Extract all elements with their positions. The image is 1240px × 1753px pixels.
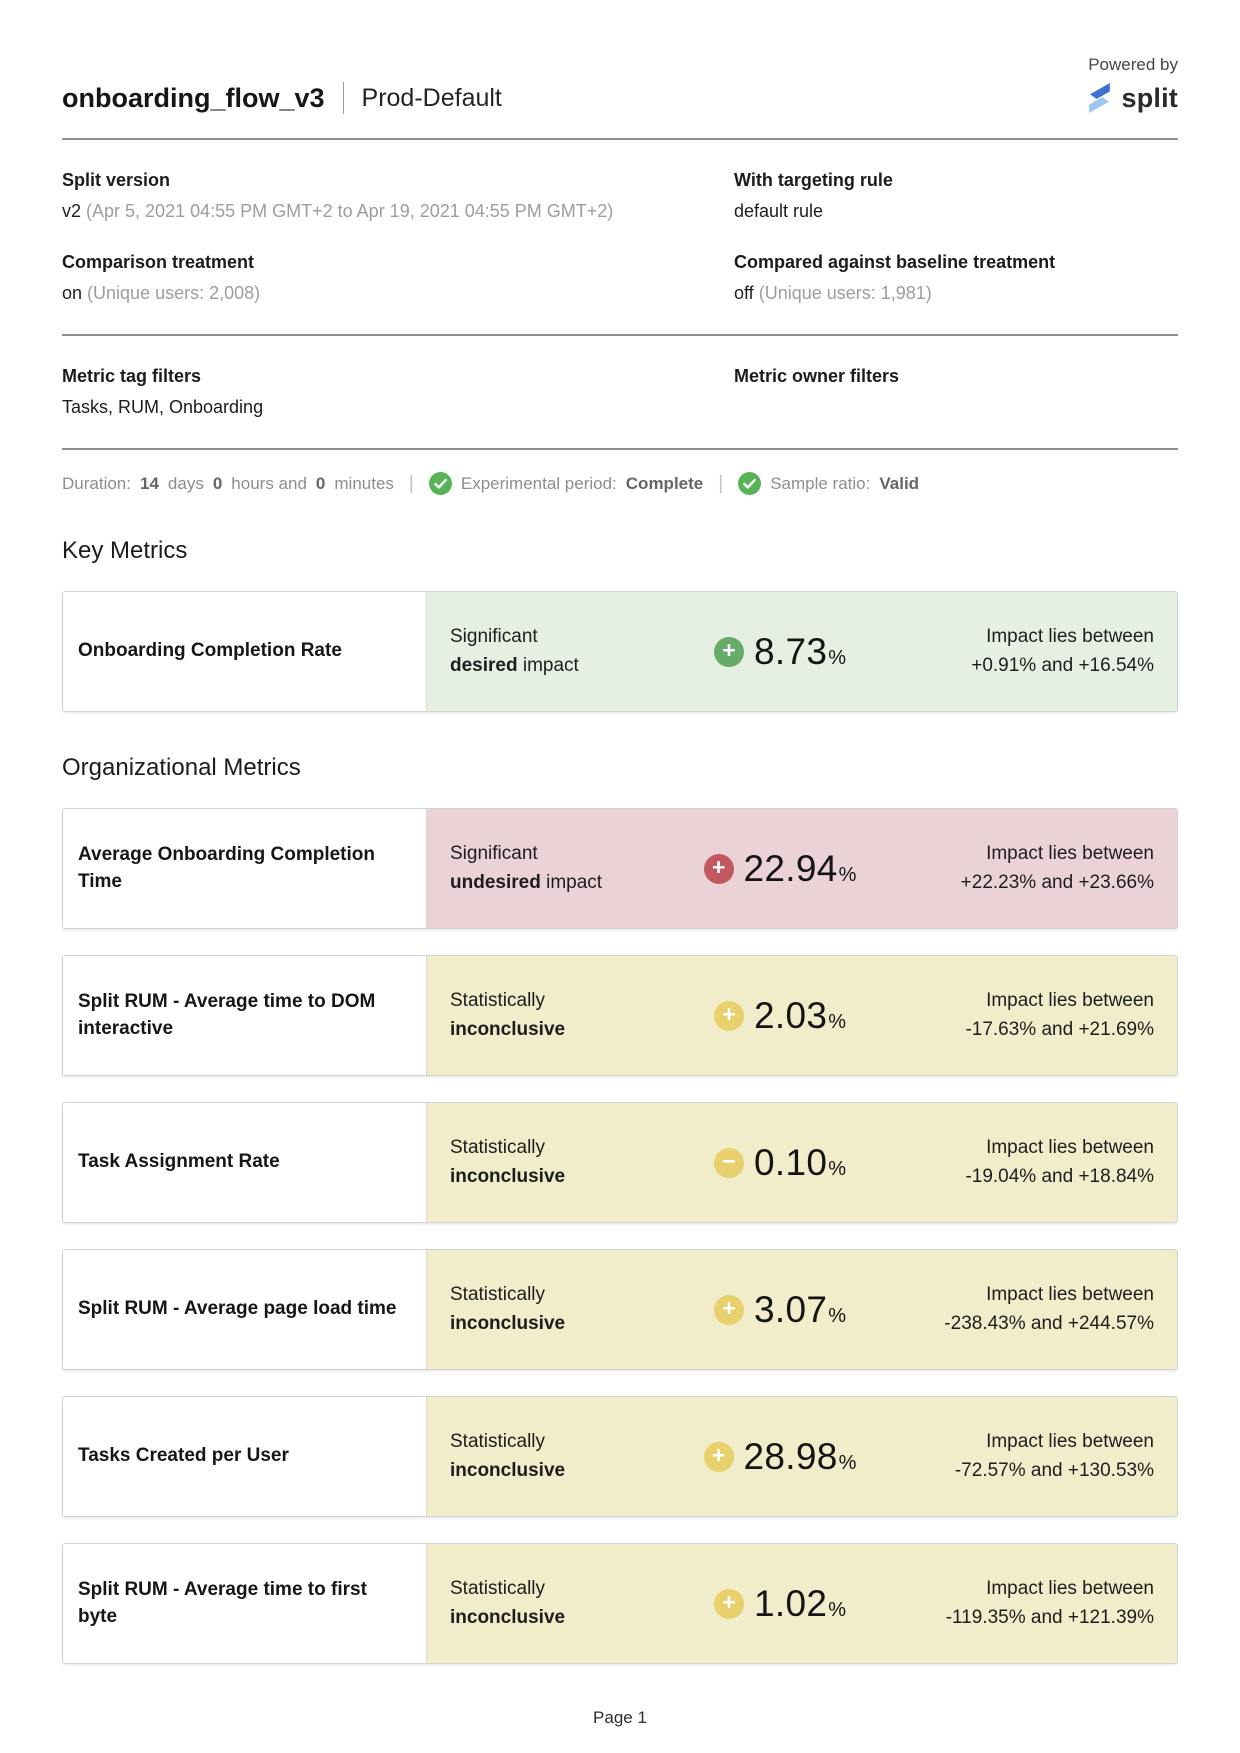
status-line-1: Statistically (450, 1578, 546, 1599)
sample-ratio-value: Valid (879, 473, 920, 493)
meta-block-version-treatment (62, 140, 1178, 336)
impact-range-line-2: -238.43% and +244.57% (944, 1312, 1154, 1334)
meta-label: Comparison treatment (62, 252, 255, 272)
sample-ratio-label: Sample ratio: (770, 473, 871, 493)
metric-card (62, 1102, 1178, 1223)
experiment-status-bar (62, 450, 1178, 495)
plus-icon: + (714, 1001, 744, 1031)
metric-name-cell (63, 1397, 427, 1516)
meta-label: Metric tag filters (62, 366, 202, 386)
metric-significance-status (450, 1428, 668, 1485)
metric-value-wrap (668, 1142, 892, 1184)
metric-significance-status (450, 623, 668, 680)
meta-value (734, 201, 1178, 222)
impact-percent-value: 22.94 (743, 847, 838, 889)
impact-percent-value: 1.02 (753, 1582, 828, 1624)
metric-result-cell (427, 1397, 1177, 1516)
plus-icon: + (704, 854, 734, 884)
meta-value (734, 283, 1178, 304)
status-line-1: Statistically (450, 1137, 546, 1158)
meta-value-muted: (Unique users: 1,981) (758, 283, 932, 303)
brand-box (1085, 55, 1178, 114)
plus-icon: + (714, 1589, 744, 1619)
metric-card (62, 808, 1178, 929)
status-line-2: inconclusive (450, 1018, 566, 1040)
impact-range-line-1: Impact lies between (986, 1284, 1154, 1305)
metric-impact-value (714, 1289, 846, 1331)
percent-sign: % (828, 1157, 846, 1180)
duration-hours-unit: hours and (231, 473, 307, 493)
experimental-period-label: Experimental period: (460, 473, 617, 493)
impact-range-line-2: -119.35% and +121.39% (945, 1606, 1154, 1628)
metric-card (62, 955, 1178, 1076)
report-header (62, 55, 1178, 140)
meta-baseline-treatment (734, 252, 1178, 304)
metric-significance-status (450, 1575, 668, 1632)
metric-card (62, 1396, 1178, 1517)
status-separator: | (718, 472, 724, 494)
powered-by-label: Powered by (1088, 55, 1178, 74)
brand-wordmark: split (1121, 82, 1178, 113)
metric-significance-status (450, 1281, 668, 1338)
impact-percent-value: 8.73 (753, 630, 828, 672)
duration-days-unit: days (167, 473, 204, 493)
metric-value-wrap (668, 1289, 892, 1331)
duration-label: Duration: (62, 473, 131, 493)
impact-range-line-1: Impact lies between (986, 1578, 1154, 1599)
percent-sign: % (828, 646, 846, 669)
status-line-2: inconclusive (450, 1165, 566, 1187)
metric-impact-value (704, 1436, 857, 1478)
key-metrics-list (62, 591, 1178, 712)
metric-name: Task Assignment Rate (78, 1151, 280, 1173)
status-line-1: Statistically (450, 1284, 546, 1305)
impact-range (892, 987, 1154, 1044)
status-separator: | (408, 472, 414, 494)
page-number: Page 1 (593, 1708, 647, 1727)
plus-icon: + (704, 1442, 734, 1472)
metric-impact-value (714, 1583, 846, 1625)
meta-label: Split version (62, 170, 171, 190)
metric-name: Split RUM - Average time to DOM interactive (78, 990, 376, 1039)
metric-result-cell (427, 592, 1177, 711)
metric-value-wrap (668, 1436, 892, 1478)
impact-range (892, 840, 1154, 897)
impact-range-line-2: -17.63% and +21.69% (965, 1018, 1154, 1040)
metric-significance-status (450, 987, 668, 1044)
check-circle-icon (738, 472, 761, 495)
meta-label: Compared against baseline treatment (734, 252, 1056, 272)
duration-minutes: 0 (315, 473, 326, 493)
status-line-1: Statistically (450, 990, 546, 1011)
meta-value-main: Tasks, RUM, Onboarding (62, 397, 264, 417)
impact-range-line-2: -19.04% and +18.84% (965, 1165, 1154, 1187)
meta-label: With targeting rule (734, 170, 893, 190)
meta-value-main: off (734, 283, 754, 303)
meta-value (62, 283, 734, 304)
percent-sign: % (838, 1451, 857, 1474)
impact-range-line-1: Impact lies between (986, 1137, 1154, 1158)
metric-card (62, 591, 1178, 712)
metric-impact-value (714, 995, 846, 1037)
percent-sign: % (828, 1304, 846, 1327)
impact-percent-value: 0.10 (753, 1141, 828, 1183)
status-line-1: Significant (450, 843, 538, 864)
impact-range (892, 1134, 1154, 1191)
metric-card (62, 1249, 1178, 1370)
metric-impact-value (714, 1142, 846, 1184)
duration-days: 14 (139, 473, 159, 493)
plus-icon: + (714, 1295, 744, 1325)
metric-name-cell (63, 1250, 427, 1369)
metric-value-wrap (668, 995, 892, 1037)
metric-name: Split RUM - Average time to first byte (78, 1578, 367, 1627)
organizational-metrics-list (62, 808, 1178, 1664)
meta-comparison-treatment (62, 252, 734, 304)
impact-percent-value: 28.98 (743, 1435, 838, 1477)
status-line-2: desired impact (450, 654, 579, 676)
status-line-2: inconclusive (450, 1459, 566, 1481)
meta-targeting-rule (734, 170, 1178, 222)
impact-range-line-1: Impact lies between (986, 843, 1154, 864)
split-logo-icon (1085, 82, 1114, 114)
metric-name: Onboarding Completion Rate (78, 640, 342, 662)
percent-sign: % (838, 863, 857, 886)
organizational-metrics-heading: Organizational Metrics (62, 754, 301, 781)
meta-value-main: on (62, 283, 83, 303)
impact-range-line-1: Impact lies between (986, 626, 1154, 647)
meta-tag-filters (62, 366, 734, 418)
impact-range (892, 1281, 1154, 1338)
metric-value-wrap (668, 631, 892, 673)
metric-name-cell (63, 956, 427, 1075)
duration-minutes-unit: minutes (334, 473, 394, 493)
impact-range-line-2: -72.57% and +130.53% (954, 1459, 1154, 1481)
check-circle-icon (429, 472, 452, 495)
meta-value (62, 201, 734, 222)
meta-value-muted: (Unique users: 2,008) (87, 283, 261, 303)
metric-name-cell (63, 1103, 427, 1222)
percent-sign: % (828, 1010, 846, 1033)
minus-icon: − (714, 1148, 744, 1178)
title-row (62, 82, 502, 114)
metric-name-cell (63, 809, 427, 928)
metric-result-cell (427, 809, 1177, 928)
status-line-1: Statistically (450, 1431, 546, 1452)
meta-label: Metric owner filters (734, 366, 900, 386)
impact-range (892, 1428, 1154, 1485)
impact-percent-value: 3.07 (753, 1288, 828, 1330)
metric-result-cell (427, 1544, 1177, 1663)
duration-status (62, 474, 394, 494)
status-line-2: inconclusive (450, 1606, 566, 1628)
metric-impact-value (704, 848, 857, 890)
metric-name: Average Onboarding Completion Time (78, 843, 375, 892)
plus-icon: + (714, 637, 744, 667)
page-title: onboarding_flow_v3 (62, 82, 325, 113)
meta-block-filters (62, 336, 1178, 450)
metric-name: Split RUM - Average page load time (78, 1298, 397, 1320)
meta-value-main: v2 (62, 201, 82, 221)
metric-result-cell (427, 1103, 1177, 1222)
metric-result-cell (427, 956, 1177, 1075)
impact-percent-value: 2.03 (753, 994, 828, 1036)
impact-range-line-1: Impact lies between (986, 990, 1154, 1011)
key-metrics-heading: Key Metrics (62, 537, 188, 564)
duration-hours: 0 (212, 473, 223, 493)
metric-card (62, 1543, 1178, 1664)
metric-significance-status (450, 840, 668, 897)
meta-value-muted: (Apr 5, 2021 04:55 PM GMT+2 to Apr 19, 2021 04:55 PM GMT+2) (86, 201, 614, 221)
meta-value (62, 397, 734, 418)
environment-name: Prod-Default (361, 83, 502, 112)
meta-owner-filters (734, 366, 1178, 418)
status-line-1: Significant (450, 626, 538, 647)
metric-name-cell (63, 592, 427, 711)
metric-impact-value (714, 631, 846, 673)
impact-range-line-2: +22.23% and +23.66% (960, 871, 1154, 893)
status-line-2: inconclusive (450, 1312, 566, 1334)
impact-range-line-2: +0.91% and +16.54% (971, 654, 1154, 676)
meta-value-main: default rule (734, 201, 824, 221)
percent-sign: % (828, 1598, 846, 1621)
status-line-2: undesired impact (450, 871, 603, 893)
metric-name: Tasks Created per User (78, 1445, 289, 1467)
brand-logo (1085, 82, 1178, 114)
metric-value-wrap (668, 1583, 892, 1625)
impact-range-line-1: Impact lies between (986, 1431, 1154, 1452)
impact-range (892, 623, 1154, 680)
metric-value-wrap (668, 848, 892, 890)
metric-name-cell (63, 1544, 427, 1663)
sample-ratio-status (738, 472, 919, 495)
experimental-period-status (429, 472, 703, 495)
impact-range (892, 1575, 1154, 1632)
metric-significance-status (450, 1134, 668, 1191)
meta-split-version (62, 170, 734, 222)
experimental-period-value: Complete (625, 473, 704, 493)
metric-result-cell (427, 1250, 1177, 1369)
title-separator (343, 82, 344, 114)
